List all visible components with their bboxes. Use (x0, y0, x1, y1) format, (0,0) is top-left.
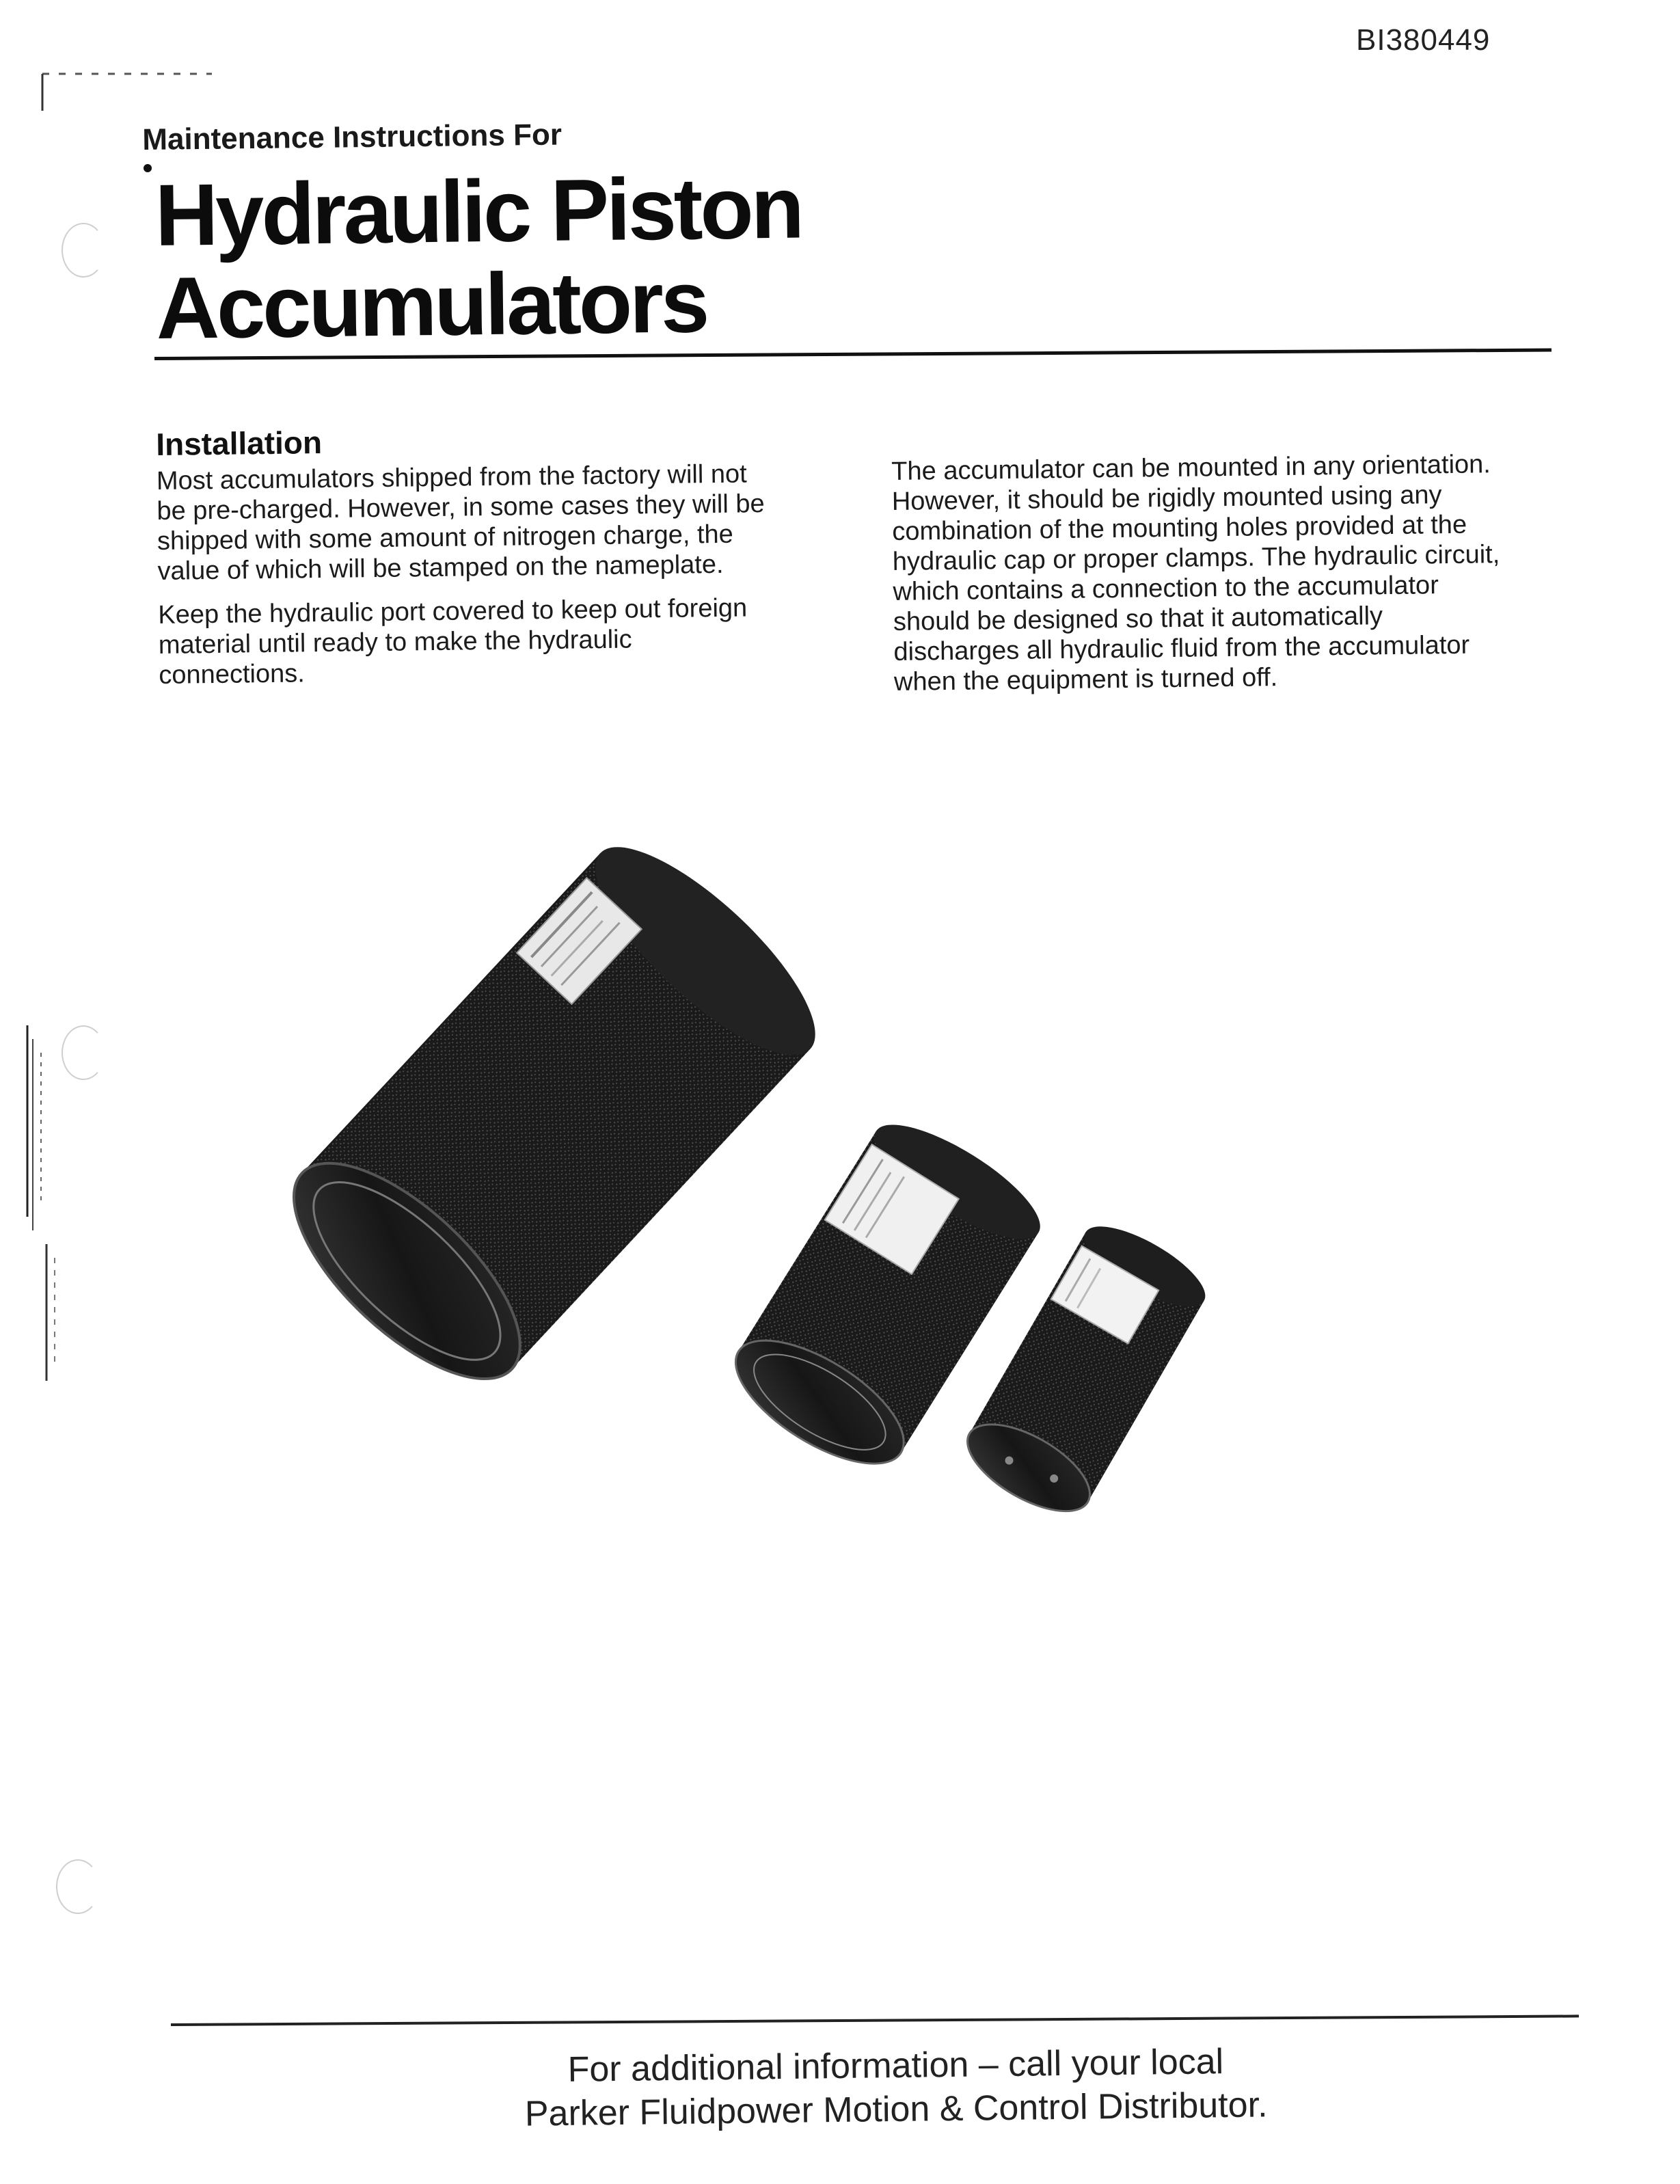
scan-edge-marks (22, 1025, 77, 1381)
accumulators-photo (273, 820, 1333, 1641)
paragraph-precharge: Most accumulators shipped from the factory will not be pre-charged. However, in some cases they will be shipped with some amount of nitrogen charge, the value of which will be stamped on the nameplate. (156, 459, 765, 586)
paragraph-mounting: The accumulator can be mounted in any orientation. However, it should be rigidly mounted using any combination of the mounting holes provided at the hydraulic cap or proper clamps. The hydraulic circuit, which contains a connection to the accumulator should be designed so that it automatically discharges all hydraulic fluid from the accumulator when the equipment is turned off. (891, 450, 1500, 697)
corner-crop-mark (41, 71, 219, 112)
footer-line-1: For additional information – call your local (567, 2042, 1224, 2090)
title-line-1: Hydraulic Piston (154, 159, 802, 265)
binder-hole-bottom (56, 1859, 100, 1914)
footer-contact (451, 2038, 1340, 2137)
footer-divider (171, 2014, 1579, 2026)
document-id: BI380449 (1356, 23, 1491, 57)
installation-column-right (891, 449, 1509, 711)
installation-column-left (156, 422, 774, 704)
title-line-2: Accumulators (155, 253, 707, 358)
document-eyebrow: Maintenance Instructions For (142, 118, 563, 157)
binder-hole-top (62, 223, 105, 278)
bullet-dot (144, 164, 152, 172)
document-title (154, 159, 803, 358)
footer-line-2: Parker Fluidpower Motion & Control Distributor. (524, 2085, 1268, 2134)
paragraph-port-cover: Keep the hydraulic port covered to keep out foreign material until ready to make the hydraulic connections. (158, 593, 748, 690)
section-heading-installation: Installation (155, 424, 323, 462)
